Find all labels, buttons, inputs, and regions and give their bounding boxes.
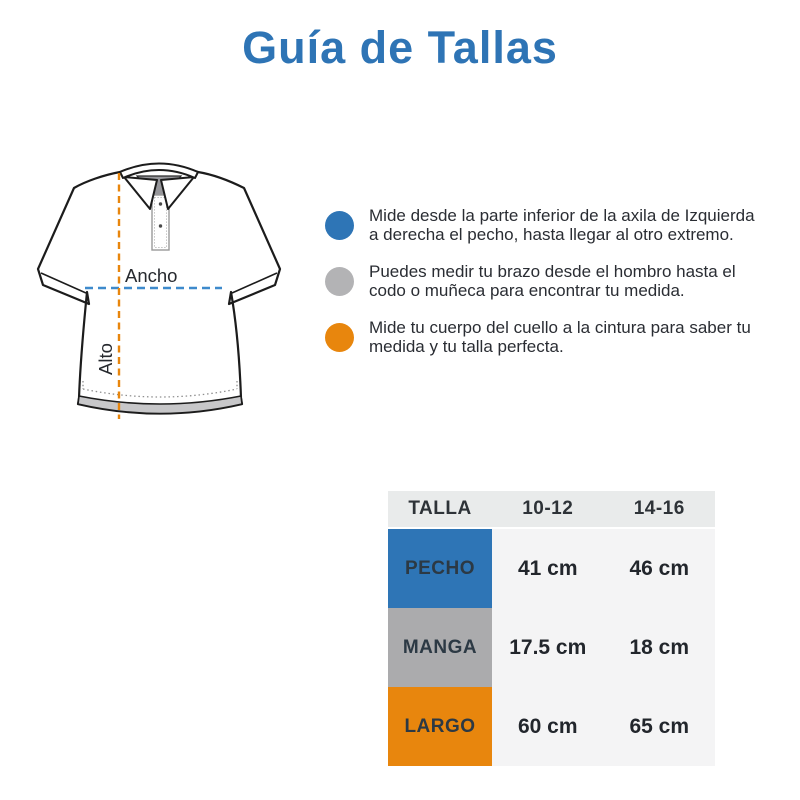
row-label-manga: MANGA (388, 608, 492, 687)
instruction-length (325, 318, 785, 356)
size-table-body (388, 529, 715, 766)
largo-value-10-12: 60 cm (517, 714, 578, 738)
instruction-line: Mide tu cuerpo del cuello a la cintura para saber tu (369, 318, 751, 337)
pecho-value-10-12: 41 cm (517, 556, 578, 580)
largo-value-14-16: 65 cm (629, 714, 690, 738)
pecho-value-14-16: 46 cm (629, 556, 690, 580)
manga-value-14-16: 18 cm (629, 635, 690, 659)
chest-bullet-dot (325, 211, 354, 240)
instruction-line: Puedes medir tu brazo desde el hombro hasta el (369, 262, 736, 281)
instruction-list (325, 206, 785, 374)
row-label-pecho: PECHO (388, 529, 492, 608)
width-measure-label: Ancho (125, 265, 178, 286)
table-row (492, 687, 715, 766)
instruction-chest-text (369, 206, 755, 244)
instruction-sleeve-text (369, 262, 736, 300)
button-bottom (159, 224, 162, 227)
page-title: Guía de Tallas (242, 22, 558, 73)
instruction-chest (325, 206, 785, 244)
height-measure-label: Alto (95, 343, 116, 375)
instruction-line: Mide desde la parte inferior de la axila de Izquierda (369, 206, 755, 225)
header-cell-size-14-16: 14-16 (633, 498, 685, 519)
header-cell-talla: TALLA (408, 498, 472, 519)
button-top (159, 202, 162, 205)
measure-values-column (492, 529, 715, 766)
instruction-line: a derecha el pecho, hasta llegar al otro extremo. (369, 225, 734, 244)
manga-value-10-12: 17.5 cm (509, 635, 587, 659)
table-row (492, 529, 715, 608)
table-row (492, 608, 715, 687)
instruction-length-text (369, 318, 751, 356)
size-table-header (388, 491, 715, 527)
length-bullet-dot (325, 323, 354, 352)
sleeve-bullet-dot (325, 267, 354, 296)
size-table (388, 491, 715, 766)
instruction-sleeve (325, 262, 785, 300)
row-label-largo: LARGO (388, 687, 492, 766)
instruction-line: medida y tu talla perfecta. (369, 337, 564, 356)
instruction-line: codo o muñeca para encontrar tu medida. (369, 281, 685, 300)
polo-shirt-diagram (32, 146, 308, 438)
measure-label-column (388, 529, 492, 766)
header-cell-size-10-12: 10-12 (522, 498, 574, 519)
